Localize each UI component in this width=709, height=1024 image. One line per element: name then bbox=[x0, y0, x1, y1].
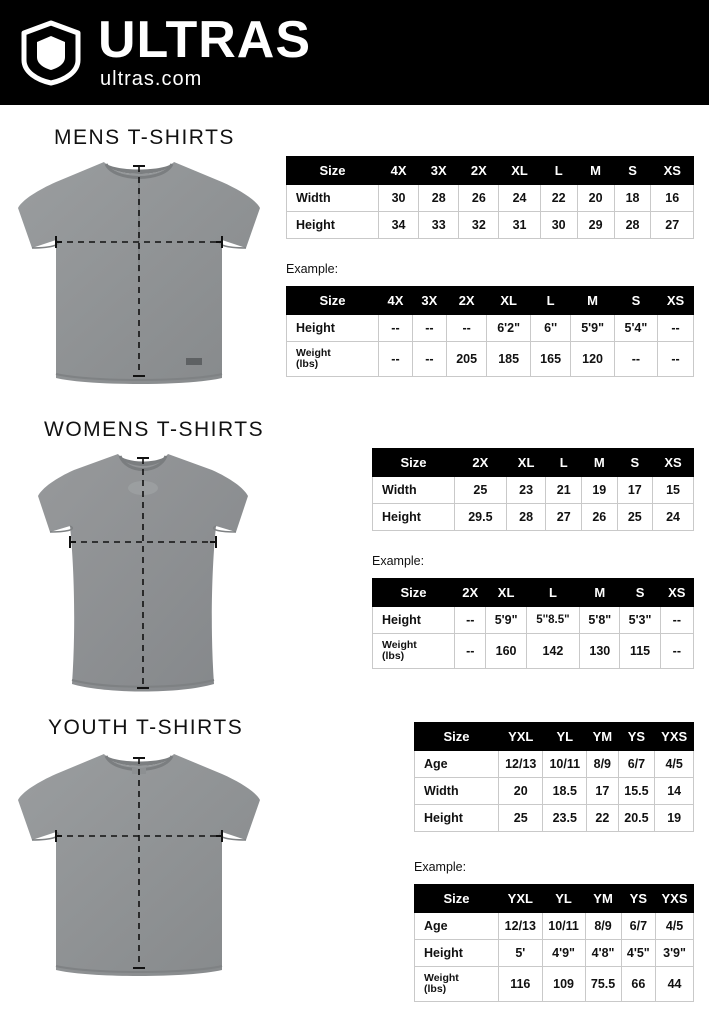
cell: 24 bbox=[653, 504, 694, 531]
table-header-row bbox=[415, 723, 694, 751]
cell: 28 bbox=[419, 185, 459, 212]
row-label: Height bbox=[287, 212, 379, 239]
youth-size-table bbox=[414, 722, 694, 832]
cell: 4'5" bbox=[621, 940, 655, 967]
cell: 10/11 bbox=[542, 913, 585, 940]
table-row bbox=[373, 634, 694, 669]
table-row bbox=[415, 913, 694, 940]
col-header: Size bbox=[373, 579, 455, 607]
cell: 44 bbox=[656, 967, 694, 1002]
table-header-row bbox=[373, 449, 694, 477]
cell: 18 bbox=[614, 185, 651, 212]
col-header: YXL bbox=[499, 723, 543, 751]
row-label: Width bbox=[373, 477, 455, 504]
col-header: Size bbox=[287, 157, 379, 185]
cell: 17 bbox=[617, 477, 653, 504]
mens-example-table bbox=[286, 286, 694, 377]
cell: 27 bbox=[651, 212, 694, 239]
womens-example-label: Example: bbox=[372, 554, 425, 568]
col-header: XS bbox=[653, 449, 694, 477]
table-row bbox=[415, 940, 694, 967]
mens-section-title: MENS T-SHIRTS bbox=[54, 126, 235, 149]
row-label: Height bbox=[415, 940, 499, 967]
col-header: M bbox=[582, 449, 618, 477]
brand-name: ULTRAS bbox=[98, 10, 312, 69]
col-header: 2X bbox=[455, 449, 507, 477]
cell: 6/7 bbox=[621, 913, 655, 940]
cell: 17 bbox=[587, 778, 618, 805]
womens-example-table bbox=[372, 578, 694, 669]
cell: -- bbox=[412, 342, 446, 377]
col-header: M bbox=[577, 157, 614, 185]
cell: 26 bbox=[459, 185, 499, 212]
cell: -- bbox=[412, 315, 446, 342]
cell: 130 bbox=[580, 634, 620, 669]
brand-url: ultras.com bbox=[100, 67, 203, 90]
cell: 30 bbox=[540, 212, 577, 239]
cell: 21 bbox=[546, 477, 582, 504]
col-header: 4X bbox=[379, 157, 419, 185]
table-row bbox=[287, 342, 694, 377]
cell: 22 bbox=[540, 185, 577, 212]
cell: 31 bbox=[499, 212, 540, 239]
table-row bbox=[287, 315, 694, 342]
table-row bbox=[415, 751, 694, 778]
cell: 5'9" bbox=[571, 315, 614, 342]
col-header: M bbox=[580, 579, 620, 607]
cell: 19 bbox=[582, 477, 618, 504]
row-label-line1: Weight bbox=[382, 639, 417, 651]
cell: -- bbox=[446, 315, 487, 342]
col-header: 3X bbox=[419, 157, 459, 185]
table-row bbox=[287, 185, 694, 212]
mens-tshirt-image bbox=[8, 152, 270, 390]
row-label bbox=[373, 634, 455, 669]
col-header: S bbox=[614, 287, 657, 315]
womens-size-table bbox=[372, 448, 694, 531]
col-header: L bbox=[530, 287, 571, 315]
cell: 5''8.5" bbox=[526, 607, 580, 634]
row-label: Width bbox=[415, 778, 499, 805]
cell: 4'8" bbox=[585, 940, 621, 967]
cell: 10/11 bbox=[543, 751, 587, 778]
col-header: 2X bbox=[446, 287, 487, 315]
table-row bbox=[415, 778, 694, 805]
row-label: Age bbox=[415, 913, 499, 940]
cell: 27 bbox=[546, 504, 582, 531]
cell: 23.5 bbox=[543, 805, 587, 832]
table-row bbox=[373, 477, 694, 504]
cell: 120 bbox=[571, 342, 614, 377]
col-header: M bbox=[571, 287, 614, 315]
cell: 20 bbox=[499, 778, 543, 805]
cell: 5'4" bbox=[614, 315, 657, 342]
col-header: XL bbox=[506, 449, 546, 477]
cell: 20.5 bbox=[618, 805, 655, 832]
cell: 15 bbox=[653, 477, 694, 504]
cell: 5' bbox=[499, 940, 543, 967]
cell: 14 bbox=[655, 778, 694, 805]
cell: -- bbox=[455, 634, 486, 669]
cell: 29.5 bbox=[455, 504, 507, 531]
cell: 75.5 bbox=[585, 967, 621, 1002]
table-header-row bbox=[415, 885, 694, 913]
row-label bbox=[415, 967, 499, 1002]
cell: 25 bbox=[617, 504, 653, 531]
cell: 160 bbox=[486, 634, 526, 669]
cell: -- bbox=[658, 342, 694, 377]
cell: 16 bbox=[651, 185, 694, 212]
cell: 6'' bbox=[530, 315, 571, 342]
col-header: YM bbox=[587, 723, 618, 751]
cell: 15.5 bbox=[618, 778, 655, 805]
cell: 23 bbox=[506, 477, 546, 504]
womens-section-title: WOMENS T-SHIRTS bbox=[44, 418, 265, 441]
row-label: Height bbox=[373, 504, 455, 531]
youth-section-title: YOUTH T-SHIRTS bbox=[48, 716, 244, 739]
cell: 8/9 bbox=[587, 751, 618, 778]
col-header: 3X bbox=[412, 287, 446, 315]
cell: 25 bbox=[499, 805, 543, 832]
row-label: Height bbox=[373, 607, 455, 634]
page-header bbox=[0, 0, 709, 105]
cell: -- bbox=[614, 342, 657, 377]
cell: 4/5 bbox=[655, 751, 694, 778]
youth-example-label: Example: bbox=[414, 860, 467, 874]
cell: 33 bbox=[419, 212, 459, 239]
table-header-row bbox=[287, 287, 694, 315]
col-header: L bbox=[526, 579, 580, 607]
cell: 8/9 bbox=[585, 913, 621, 940]
cell: 32 bbox=[459, 212, 499, 239]
womens-tshirt-image bbox=[30, 446, 256, 704]
cell: 34 bbox=[379, 212, 419, 239]
cell: 185 bbox=[487, 342, 530, 377]
cell: 12/13 bbox=[499, 913, 543, 940]
col-header: Size bbox=[287, 287, 379, 315]
table-row bbox=[373, 504, 694, 531]
mens-example-label: Example: bbox=[286, 262, 339, 276]
cell: 24 bbox=[499, 185, 540, 212]
cell: 20 bbox=[577, 185, 614, 212]
col-header: XL bbox=[499, 157, 540, 185]
cell: -- bbox=[379, 342, 413, 377]
cell: 116 bbox=[499, 967, 543, 1002]
cell: 29 bbox=[577, 212, 614, 239]
cell: -- bbox=[658, 315, 694, 342]
col-header: 2X bbox=[459, 157, 499, 185]
col-header: Size bbox=[415, 885, 499, 913]
table-header-row bbox=[373, 579, 694, 607]
col-header: Size bbox=[373, 449, 455, 477]
row-label-line2: (lbs) bbox=[382, 650, 405, 662]
row-label: Height bbox=[287, 315, 379, 342]
row-label bbox=[287, 342, 379, 377]
cell: 22 bbox=[587, 805, 618, 832]
shield-logo-icon bbox=[18, 20, 84, 86]
cell: 109 bbox=[542, 967, 585, 1002]
cell: 12/13 bbox=[499, 751, 543, 778]
col-header: YXS bbox=[655, 723, 694, 751]
col-header: XS bbox=[658, 287, 694, 315]
cell: -- bbox=[379, 315, 413, 342]
brand-text-block bbox=[98, 10, 312, 91]
table-header-row bbox=[287, 157, 694, 185]
col-header: S bbox=[614, 157, 651, 185]
cell: 28 bbox=[614, 212, 651, 239]
col-header: Size bbox=[415, 723, 499, 751]
row-label-line2: (lbs) bbox=[296, 358, 319, 370]
cell: 115 bbox=[620, 634, 660, 669]
row-label: Width bbox=[287, 185, 379, 212]
cell: 5'8" bbox=[580, 607, 620, 634]
cell: 6/7 bbox=[618, 751, 655, 778]
cell: -- bbox=[455, 607, 486, 634]
col-header: S bbox=[620, 579, 660, 607]
col-header: YXS bbox=[656, 885, 694, 913]
youth-tshirt-image bbox=[6, 744, 270, 984]
row-label-line1: Weight bbox=[296, 347, 331, 359]
table-row bbox=[373, 607, 694, 634]
col-header: L bbox=[540, 157, 577, 185]
cell: 28 bbox=[506, 504, 546, 531]
cell: -- bbox=[660, 634, 693, 669]
col-header: 4X bbox=[379, 287, 413, 315]
mens-size-table bbox=[286, 156, 694, 239]
cell: 30 bbox=[379, 185, 419, 212]
cell: 3'9" bbox=[656, 940, 694, 967]
cell: 4/5 bbox=[656, 913, 694, 940]
col-header: YS bbox=[621, 885, 655, 913]
row-label: Height bbox=[415, 805, 499, 832]
row-label-line2: (lbs) bbox=[424, 983, 447, 995]
row-label-line1: Weight bbox=[424, 972, 459, 984]
cell: 142 bbox=[526, 634, 580, 669]
cell: 4'9" bbox=[542, 940, 585, 967]
cell: 165 bbox=[530, 342, 571, 377]
col-header: 2X bbox=[455, 579, 486, 607]
youth-example-table bbox=[414, 884, 694, 1002]
col-header: XL bbox=[486, 579, 526, 607]
col-header: YM bbox=[585, 885, 621, 913]
row-label: Age bbox=[415, 751, 499, 778]
cell: -- bbox=[660, 607, 693, 634]
col-header: YS bbox=[618, 723, 655, 751]
col-header: YL bbox=[542, 885, 585, 913]
cell: 5'9" bbox=[486, 607, 526, 634]
cell: 66 bbox=[621, 967, 655, 1002]
col-header: YL bbox=[543, 723, 587, 751]
table-row bbox=[287, 212, 694, 239]
cell: 18.5 bbox=[543, 778, 587, 805]
cell: 19 bbox=[655, 805, 694, 832]
col-header: XS bbox=[660, 579, 693, 607]
cell: 26 bbox=[582, 504, 618, 531]
table-row bbox=[415, 967, 694, 1002]
cell: 5'3" bbox=[620, 607, 660, 634]
col-header: XS bbox=[651, 157, 694, 185]
cell: 205 bbox=[446, 342, 487, 377]
col-header: XL bbox=[487, 287, 530, 315]
col-header: L bbox=[546, 449, 582, 477]
cell: 6'2" bbox=[487, 315, 530, 342]
cell: 25 bbox=[455, 477, 507, 504]
col-header: S bbox=[617, 449, 653, 477]
col-header: YXL bbox=[499, 885, 543, 913]
table-row bbox=[415, 805, 694, 832]
